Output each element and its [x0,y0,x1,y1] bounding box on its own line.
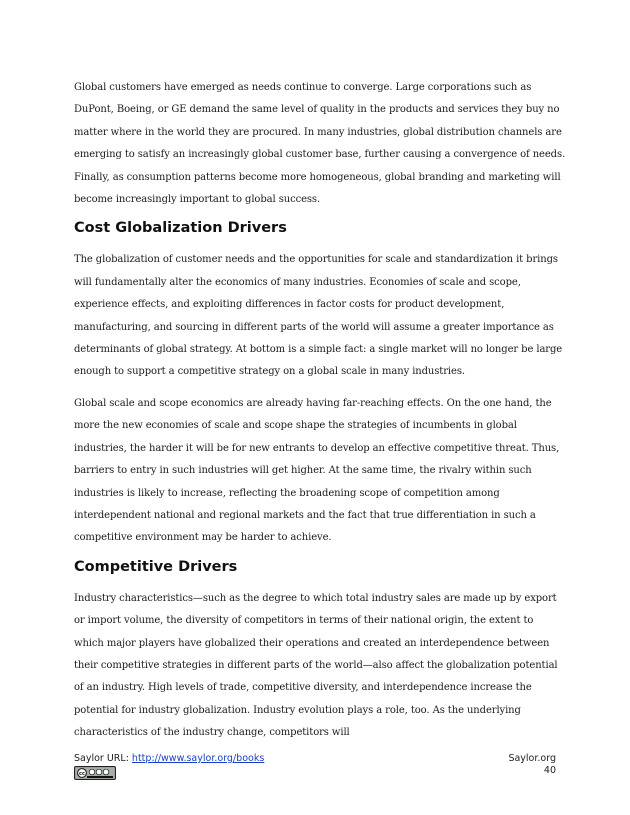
paragraph-industry-characteristics: Industry characteristics—such as the degree to which total industry sales are made up by export or import volume, the diversity of competitors in terms of their national origin, the extent to which major players have globalized their operations and created an interdependence between their competitive strategies in different parts of the world—also affect the globalization potential of an industry. High levels of trade, competitive diversity, and interdependence increase the potential for industry globalization. Industry evolution plays a role, too. As the underlying characteristics of the industry change, competitors will [74,592,558,739]
footer-site: Saylor.org [508,753,556,764]
heading-competitive-drivers: Competitive Drivers [74,558,238,575]
saylor-books-link[interactable]: http://www.saylor.org/books [131,753,265,764]
page-number: 40 [543,765,556,776]
svg-text:cc: cc [79,771,85,777]
footer-site-info [508,753,556,776]
footer-source-label: Saylor URL: [74,753,132,764]
creative-commons-badge [75,767,115,779]
paragraph-scale-scope-economics: Global scale and scope economics are already having far-reaching effects. On the one hand, the more the new economies of scale and scope shape the strategies of incumbents in global industries, the harder it will be for new entrants to develop an effective competitive threat. Thus, barriers to entry in such industries will get higher. At the same time, the rivalry within such industries is likely to increase, reflecting the broadening scope of competition among interdependent national and regional markets and the fact that true differentiation in such a competitive environment may be harder to achieve. [74,397,560,544]
paragraph-cost-globalization: The globalization of customer needs and the opportunities for scale and standardization it brings will fundamentally alter the economics of many industries. Economies of scale and scope, experience effects, and exploiting differences in factor costs for product development, manufacturing, and sourcing in different parts of the world will assume a greater importance as determinants of global strategy. At bottom is a simple fact: a single market will no longer be large enough to support a competitive strategy on a global scale in many industries. [74,254,563,378]
creative-commons-by-nc-sa-icon [74,766,116,780]
footer-source [74,753,264,764]
heading-cost-globalization-drivers: Cost Globalization Drivers [74,220,287,237]
paragraph-global-customers: Global customers have emerged as needs continue to converge. Large corporations such as DuPont, Boeing, or GE demand the same level of quality in the products and services they buy no matter where in the world they are procured. In many industries, global distribution channels are emerging to satisfy an increasingly global customer base, further causing a convergence of needs. Finally, as consumption patterns become more homogeneous, global branding and marketing will become increasingly important to global success. [74,82,566,206]
page-content [74,77,566,745]
